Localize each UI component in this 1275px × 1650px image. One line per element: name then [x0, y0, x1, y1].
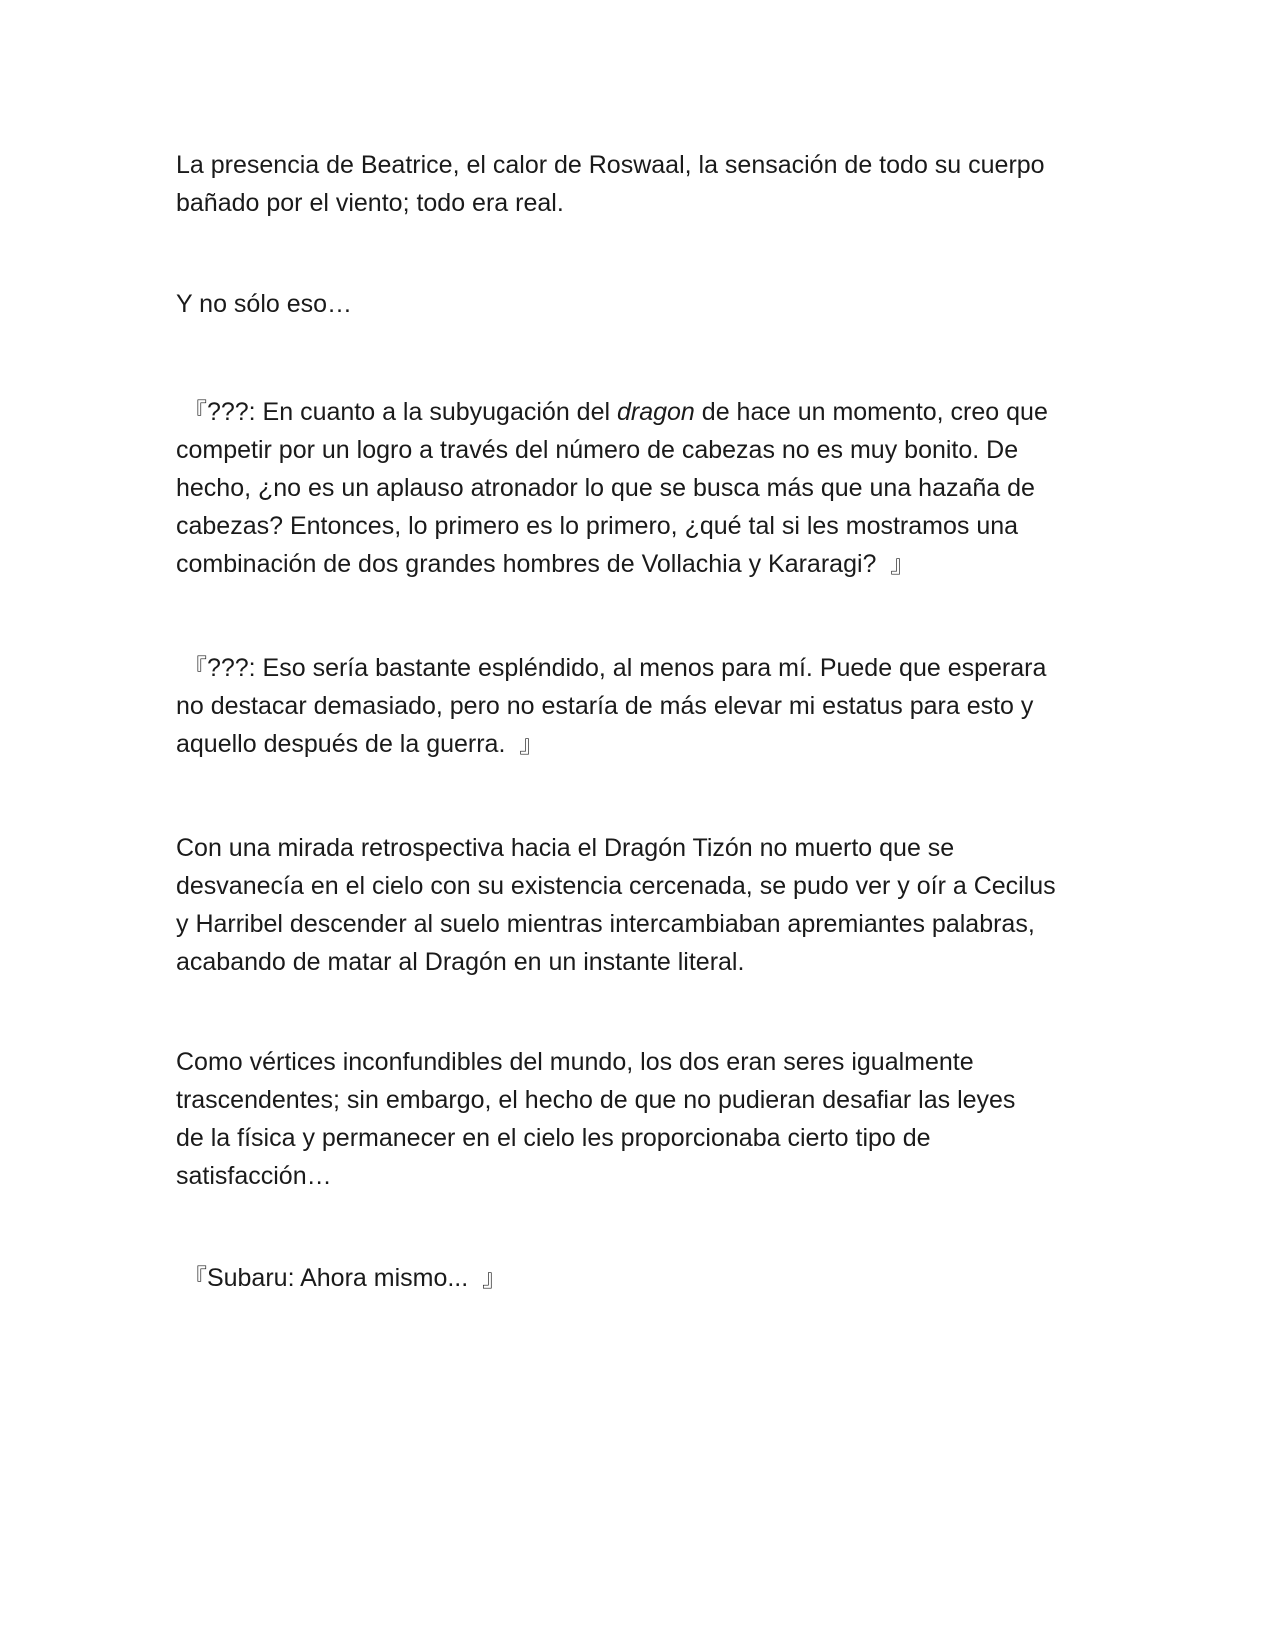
- dialogue-1: [176, 393, 1096, 583]
- paragraph-line: y Harribel descender al suelo mientras intercambiaban apremiantes palabras,: [176, 910, 1035, 938]
- dialogue-first-line: [176, 649, 1096, 687]
- paragraph-line: desvanecía en el cielo con su existencia cercenada, se pudo ver y oír a Cecilus: [176, 872, 1056, 900]
- paragraph-line: satisfacción…: [176, 1162, 332, 1190]
- paragraph-line: hecho, ¿no es un aplauso atronador lo que se busca más que una hazaña de: [176, 474, 1035, 502]
- dialogue-text: de hace un momento, creo que: [694, 398, 1048, 426]
- close-bracket: 』: [519, 730, 544, 758]
- dialogue-text: Subaru: Ahora mismo...: [206, 1264, 469, 1292]
- close-bracket: 』: [482, 1264, 507, 1292]
- paragraph-line: acabando de matar al Dragón en un instante literal.: [176, 948, 745, 976]
- open-bracket: 『: [182, 398, 207, 426]
- paragraph-line: Con una mirada retrospectiva hacia el Dragón Tizón no muerto que se: [176, 834, 955, 862]
- paragraph-line: competir por un logro a través del número de cabezas no es muy bonito. De: [176, 436, 1019, 464]
- paragraph-5: [176, 829, 1096, 981]
- dialogue-text: ???: Eso sería bastante espléndido, al menos para mí. Puede que esperara: [206, 654, 1047, 682]
- dialogue-text: ???: En cuanto a la subyugación del: [206, 398, 617, 426]
- dialogue-last-line: [176, 545, 1096, 583]
- dialogue-line: [176, 1259, 1096, 1297]
- paragraph-line: de la física y permanecer en el cielo les proporcionaba cierto tipo de: [176, 1124, 931, 1152]
- close-bracket: 』: [890, 550, 915, 578]
- paragraph-6: [176, 1043, 1096, 1195]
- paragraph-line: no destacar demasiado, pero no estaría de más elevar mi estatus para esto y: [176, 692, 1034, 720]
- dialogue-last-line: [176, 725, 1096, 763]
- dialogue-text: aquello después de la guerra.: [176, 730, 506, 758]
- dialogue-3: [176, 1259, 1096, 1297]
- paragraph-line: cabezas? Entonces, lo primero es lo primero, ¿qué tal si les mostramos una: [176, 512, 1019, 540]
- open-bracket: 『: [182, 1264, 207, 1292]
- paragraph-line: Como vértices inconfundibles del mundo, los dos eran seres igualmente: [176, 1048, 974, 1076]
- paragraph-line: bañado por el viento; todo era real.: [176, 189, 564, 217]
- italic-word: dragon: [616, 398, 695, 426]
- paragraph-line: Y no sólo eso…: [176, 290, 353, 318]
- dialogue-text: combinación de dos grandes hombres de Vollachia y Kararagi?: [176, 550, 877, 578]
- paragraph-1: [176, 146, 1096, 222]
- paragraph-2: [176, 285, 1096, 323]
- dialogue-2: [176, 649, 1096, 763]
- paragraph-line: La presencia de Beatrice, el calor de Roswaal, la sensación de todo su cuerpo: [176, 151, 1045, 179]
- open-bracket: 『: [182, 654, 207, 682]
- dialogue-first-line: [176, 393, 1096, 431]
- paragraph-line: trascendentes; sin embargo, el hecho de que no pudieran desafiar las leyes: [176, 1086, 1016, 1114]
